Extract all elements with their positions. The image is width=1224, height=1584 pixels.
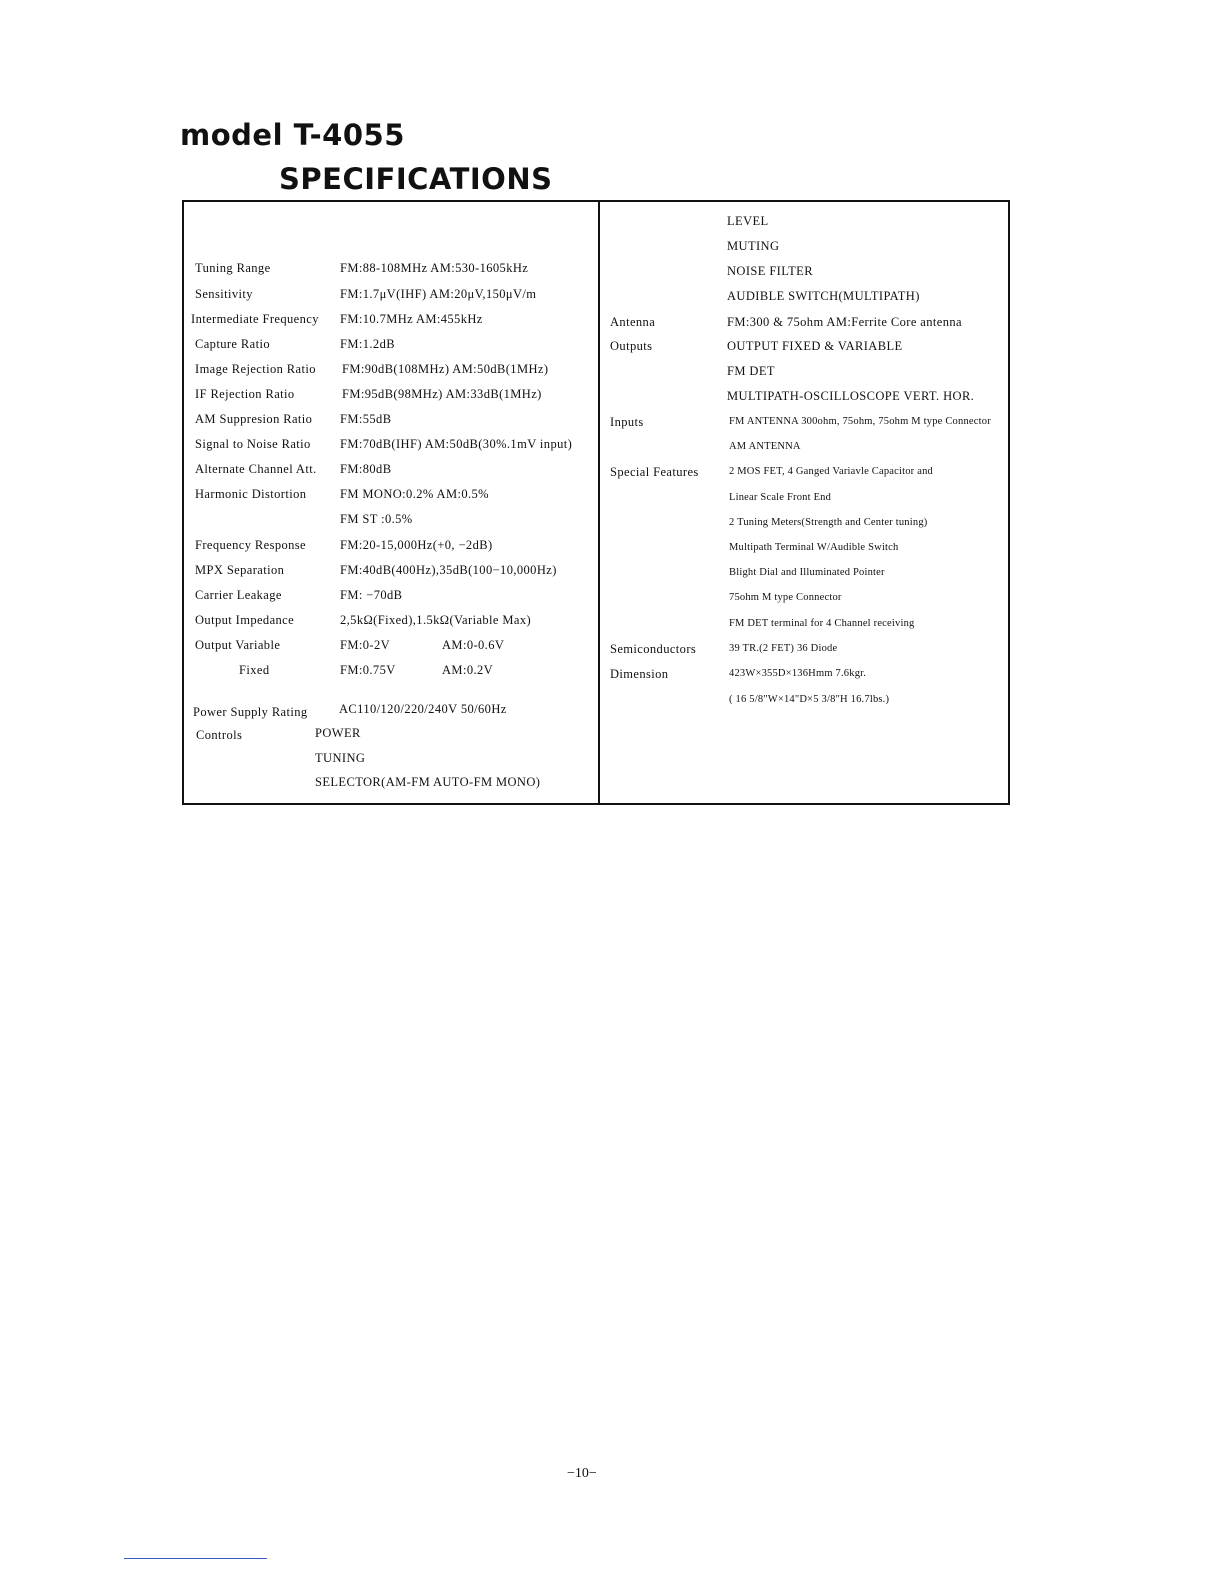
spec-value: POWER <box>315 726 361 740</box>
spec-label: Fixed <box>239 663 270 677</box>
spec-label: Inputs <box>610 415 644 429</box>
spec-value: FM:70dB(IHF) AM:50dB(30%.1mV input) <box>340 437 573 451</box>
spec-value: AUDIBLE SWITCH(MULTIPATH) <box>727 289 920 303</box>
spec-value: FM:55dB <box>340 412 392 426</box>
spec-value: FM DET <box>727 364 775 378</box>
spec-value: MULTIPATH-OSCILLOSCOPE VERT. HOR. <box>727 389 975 403</box>
spec-value: Multipath Terminal W/Audible Switch <box>729 542 899 553</box>
spec-value: ( 16 5/8"W×14"D×5 3/8"H 16.7lbs.) <box>729 694 890 705</box>
spec-value: FM DET terminal for 4 Channel receiving <box>729 618 915 629</box>
spec-value: FM:20-15,000Hz(+0, −2dB) <box>340 538 493 552</box>
spec-value: FM:95dB(98MHz) AM:33dB(1MHz) <box>342 387 542 401</box>
spec-value-am: AM:0-0.6V <box>442 638 505 652</box>
spec-value: OUTPUT FIXED & VARIABLE <box>727 339 903 353</box>
spec-label: Special Features <box>610 465 699 479</box>
spec-value: AM ANTENNA <box>729 441 801 452</box>
spec-value: FM ANTENNA 300ohm, 75ohm, 75ohm M type Connector <box>729 416 991 427</box>
spec-label: IF Rejection Ratio <box>195 387 295 401</box>
spec-value: FM:0.75V <box>340 663 396 677</box>
spec-value: FM:88-108MHz AM:530-1605kHz <box>340 261 529 275</box>
spec-label: MPX Separation <box>195 563 285 577</box>
spec-value: 39 TR.(2 FET) 36 Diode <box>729 643 838 654</box>
spec-label: Capture Ratio <box>195 337 270 351</box>
spec-label: Output Impedance <box>195 613 295 627</box>
spec-label: Dimension <box>610 667 669 681</box>
spec-value: 2,5kΩ(Fixed),1.5kΩ(Variable Max) <box>340 613 532 627</box>
spec-label: Intermediate Frequency <box>191 312 319 326</box>
page-number: −10− <box>567 1466 597 1481</box>
spec-value: Blight Dial and Illuminated Pointer <box>729 567 885 578</box>
spec-label: Frequency Response <box>195 538 306 552</box>
spec-label: Semiconductors <box>610 642 697 656</box>
specifications-table <box>182 200 1010 805</box>
spec-label: Antenna <box>610 315 656 329</box>
spec-label: Outputs <box>610 339 653 353</box>
spec-value: FM ST :0.5% <box>340 512 413 526</box>
spec-value: TUNING <box>315 751 366 765</box>
spec-label: Controls <box>196 728 243 742</box>
spec-label: Image Rejection Ratio <box>195 362 316 376</box>
spec-value: NOISE FILTER <box>727 264 813 278</box>
spec-value-am: AM:0.2V <box>442 663 494 677</box>
spec-value: Linear Scale Front End <box>729 492 832 503</box>
spec-label: Sensitivity <box>195 287 253 301</box>
spec-label: Output Variable <box>195 638 281 652</box>
spec-value: FM:10.7MHz AM:455kHz <box>340 312 483 326</box>
spec-value: AC110/120/220/240V 50/60Hz <box>339 702 507 716</box>
page-subtitle: SPECIFICATIONS <box>279 162 553 196</box>
spec-label: Power Supply Rating <box>193 705 308 719</box>
spec-label: Tuning Range <box>195 261 271 275</box>
spec-value: FM:80dB <box>340 462 392 476</box>
page-title: model T-4055 <box>180 118 405 152</box>
spec-value: LEVEL <box>727 214 769 228</box>
spec-label: AM Suppresion Ratio <box>195 412 313 426</box>
spec-value: FM: −70dB <box>340 588 403 602</box>
spec-value: 75ohm M type Connector <box>729 592 842 603</box>
spec-value: FM:0-2V <box>340 638 391 652</box>
footer-rule <box>124 1558 267 1559</box>
spec-label: Signal to Noise Ratio <box>195 437 311 451</box>
spec-value: 423W×355D×136Hmm 7.6kgr. <box>729 668 867 679</box>
spec-value: FM:1.2dB <box>340 337 395 351</box>
spec-value: MUTING <box>727 239 780 253</box>
spec-value: FM MONO:0.2% AM:0.5% <box>340 487 489 501</box>
spec-value: 2 Tuning Meters(Strength and Center tuning) <box>729 517 928 528</box>
spec-value: FM:1.7μV(IHF) AM:20μV,150μV/m <box>340 287 537 301</box>
column-divider <box>598 202 600 803</box>
spec-label: Harmonic Distortion <box>195 487 307 501</box>
spec-value: FM:90dB(108MHz) AM:50dB(1MHz) <box>342 362 549 376</box>
spec-value: FM:40dB(400Hz),35dB(100−10,000Hz) <box>340 563 557 577</box>
spec-value: FM:300 & 75ohm AM:Ferrite Core antenna <box>727 315 962 329</box>
spec-value: 2 MOS FET, 4 Ganged Variavle Capacitor and <box>729 466 933 477</box>
spec-label: Alternate Channel Att. <box>195 462 317 476</box>
spec-label: Carrier Leakage <box>195 588 282 602</box>
spec-value: SELECTOR(AM-FM AUTO-FM MONO) <box>315 775 541 789</box>
